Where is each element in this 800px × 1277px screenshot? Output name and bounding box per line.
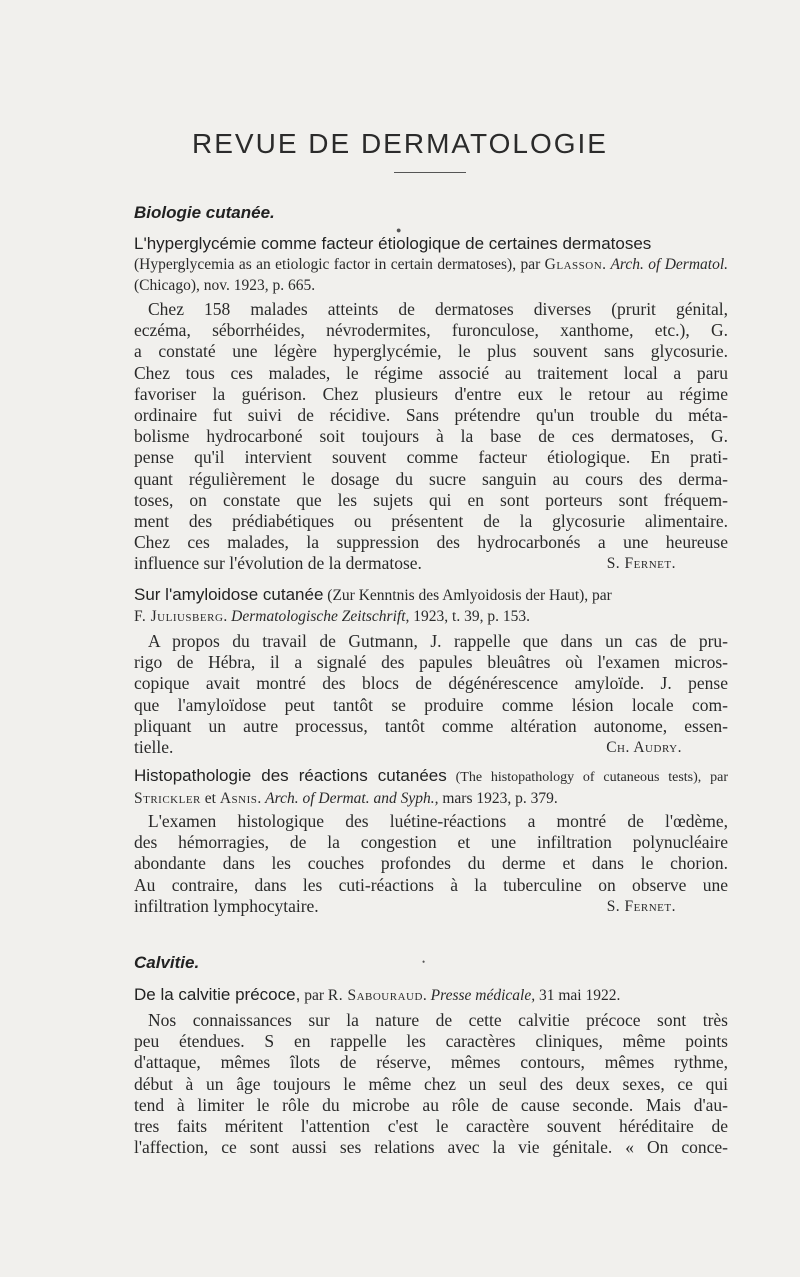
ref-text: par bbox=[300, 987, 328, 1004]
body-line: des hémorragies, de la congestion et une infiltration polynucléaire bbox=[134, 832, 728, 853]
journal-name: Dermatologische Zeitschrift, bbox=[231, 608, 410, 625]
body-line: Au contraire, dans les cuti-réactions à la tuberculine on observe une bbox=[134, 874, 728, 895]
body-line: l'affection, ce sont aussi ses relations avec la vie génitale. « On conce- bbox=[134, 1137, 728, 1158]
body-line: eczéma, séborrhéides, névrodermites, furonculose, xanthome, etc.), G. bbox=[134, 320, 728, 341]
ref-text: et bbox=[200, 790, 220, 807]
ornament-mark: ● bbox=[396, 225, 402, 235]
ref-text: 1923, t. 39, p. 153. bbox=[409, 608, 530, 625]
article-calvitie bbox=[134, 984, 728, 1158]
ref-text: (Chicago), nov. 1923, p. 665. bbox=[134, 277, 316, 294]
ref-text: . bbox=[602, 256, 611, 273]
ref-text: mars 1923, p. 379. bbox=[438, 790, 558, 807]
article-body bbox=[134, 1010, 728, 1158]
article-title: De la calvitie précoce, bbox=[134, 985, 301, 1004]
body-line: bolisme hydrocarboné soit toujours à la base de ces dermatoses, G. bbox=[134, 426, 728, 447]
body-line: Chez 158 malades atteints de dermatoses diverses (prurit génital, bbox=[148, 299, 728, 319]
article-hyperglycemie bbox=[134, 234, 728, 575]
journal-name: Arch. of Dermatol. bbox=[610, 256, 728, 273]
body-line: tres faits méritent l'attention c'est le caractère souvent héréditaire de bbox=[134, 1116, 728, 1137]
ornament-mark: • bbox=[422, 957, 426, 967]
article-body bbox=[134, 631, 728, 758]
body-line: pense qu'il intervient souvent comme facteur étiologique. En prati- bbox=[134, 447, 728, 468]
body-line: Chez tous ces malades, le régime associé au traitement local a paru bbox=[134, 362, 728, 383]
article-histopathologie bbox=[134, 765, 728, 917]
body-line: début à un âge toujours le même chez un seul des deux sexes, ce qui bbox=[134, 1073, 728, 1094]
article-reference bbox=[134, 765, 728, 809]
body-line: copique avait montré des blocs de dégénérescence amyloïde. J. pense bbox=[134, 673, 728, 694]
body-line: favoriser la guérison. Chez plusieurs d'entre eux le retour au régime bbox=[134, 383, 728, 404]
section-heading-calvitie: Calvitie. bbox=[134, 953, 200, 972]
closing-line bbox=[134, 553, 728, 574]
section-heading-biologie: Biologie cutanée. bbox=[134, 203, 275, 222]
journal-name: Arch. of Dermat. and Syph., bbox=[265, 790, 439, 807]
author-name: R. Sabouraud bbox=[327, 987, 423, 1004]
article-amyloidose bbox=[134, 584, 728, 758]
article-title: L'hyperglycémie comme facteur étiologique de certaines dermatoses bbox=[134, 234, 652, 253]
body-line: A propos du travail de Gutmann, J. rappelle que dans un cas de pru- bbox=[148, 631, 728, 651]
body-line: abondante dans les couches profondes du derme et dans le chorion. bbox=[134, 853, 728, 874]
ref-text: (The histopathology of cutaneous tests), par bbox=[446, 770, 729, 785]
ref-text: . bbox=[223, 608, 232, 625]
signature: Ch. Audry. bbox=[606, 739, 682, 757]
author-name: Asnis bbox=[219, 790, 258, 807]
author-name: F. Juliusberg bbox=[134, 608, 224, 625]
body-line: rigo de Hébra, il a signalé des papules bleuâtres où l'examen micros- bbox=[134, 652, 728, 673]
article-reference bbox=[134, 254, 728, 296]
signature: S. Fernet. bbox=[606, 555, 676, 573]
article-body bbox=[134, 811, 728, 917]
journal-name: Presse médicale, bbox=[430, 987, 536, 1004]
ref-text: (Zur Kenntnis des Amlyoidosis der Haut), par bbox=[323, 587, 612, 604]
body-line: Chez ces malades, la suppression des hydrocarbonés a une heureuse bbox=[134, 532, 728, 553]
ref-text: . bbox=[422, 987, 431, 1004]
article-reference bbox=[134, 584, 728, 627]
body-line: ment des prédiabétiques ou présentent de la glycosurie alimentaire. bbox=[134, 511, 728, 532]
article-title: Histopathologie des réactions cutanées bbox=[134, 766, 447, 785]
body-line: toses, on constate que les sujets qui en sont porteurs sont fréquem- bbox=[134, 489, 728, 510]
article-title: Sur l'amyloidose cutanée bbox=[134, 585, 324, 604]
closing-line bbox=[134, 737, 728, 758]
body-line: Nos connaissances sur la nature de cette calvitie précoce sont très bbox=[148, 1010, 728, 1030]
body-line: infiltration lymphocytaire. bbox=[134, 895, 319, 916]
ref-text: 31 mai 1922. bbox=[535, 987, 621, 1004]
author-name: Strickler bbox=[134, 790, 201, 807]
article-reference bbox=[134, 984, 728, 1006]
body-line: a constaté une légère hyperglycémie, le plus souvent sans glycosurie. bbox=[134, 341, 728, 362]
body-line: quant régulièrement le dosage du sucre sanguin au cours des derma- bbox=[134, 468, 728, 489]
body-line: pliquant un autre processus, tantôt comme altération autonome, essen- bbox=[134, 715, 728, 736]
signature: S. Fernet. bbox=[606, 897, 676, 915]
body-line: tielle. bbox=[134, 737, 174, 758]
author-name: Glasson bbox=[544, 256, 603, 273]
article-body bbox=[134, 299, 728, 575]
body-line: peu étendues. S en rappelle les caractères cliniques, même points bbox=[134, 1031, 728, 1052]
body-line: ordinaire fut suivi de récidive. Sans prétendre qu'un trouble du méta- bbox=[134, 405, 728, 426]
title-rule bbox=[394, 172, 466, 173]
body-line: tend à limiter le rôle du microbe au rôle de cause seconde. Mais d'au- bbox=[134, 1094, 728, 1115]
closing-line bbox=[134, 896, 728, 917]
body-line: d'attaque, mêmes îlots de réserve, mêmes contours, mêmes rythme, bbox=[134, 1052, 728, 1073]
ref-text: (Hyperglycemia as an etiologic factor in certain dermatoses), par bbox=[134, 256, 545, 273]
body-line: L'examen histologique des luétine-réactions a montré de l'œdème, bbox=[148, 811, 728, 831]
ref-text: . bbox=[257, 790, 266, 807]
body-line: influence sur l'évolution de la dermatose. bbox=[134, 553, 422, 574]
body-line: que l'amyloïdose peut tantôt se produire comme lésion locale com- bbox=[134, 694, 728, 715]
journal-title: REVUE DE DERMATOLOGIE bbox=[192, 128, 608, 159]
